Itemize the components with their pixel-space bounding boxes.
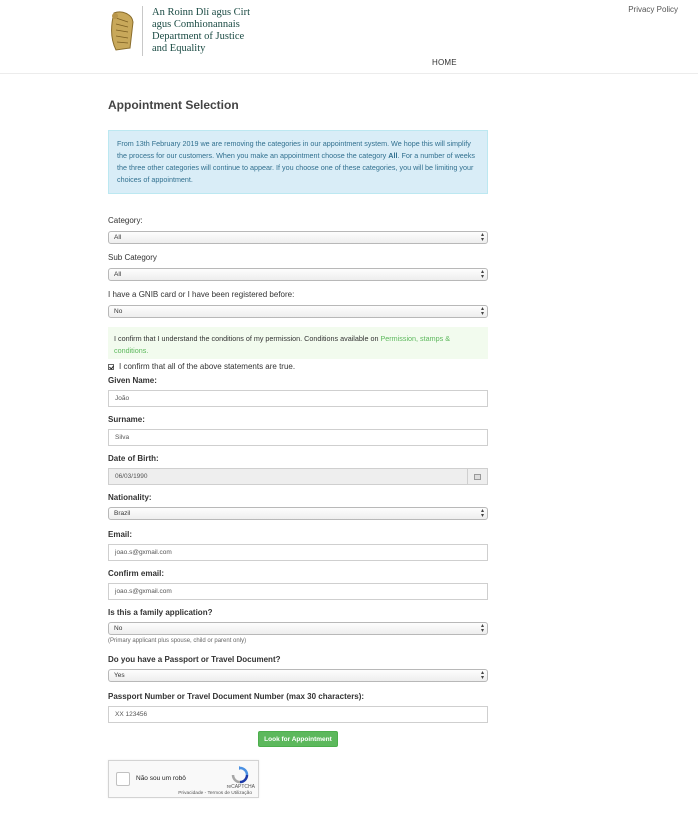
passport-number-input[interactable]: XX 123456 (108, 706, 488, 723)
passport-have-label: Do you have a Passport or Travel Document? (108, 655, 281, 664)
email-label: Email: (108, 530, 133, 539)
passport-have-select[interactable] (108, 669, 488, 682)
given-name-label: Given Name: (108, 376, 157, 385)
gnib-label: I have a GNIB card or I have been registered before: (108, 290, 295, 299)
info-text-bold: All (388, 151, 398, 160)
family-helper-text: (Primary applicant plus spouse, child or parent only) (108, 638, 247, 644)
page-title: Appointment Selection (108, 98, 239, 112)
sub-category-select[interactable] (108, 268, 488, 281)
conditions-link[interactable]: Permission, stamps & conditions. (114, 334, 450, 355)
confirm-email-input[interactable]: joao.s@gxmail.com (108, 583, 488, 600)
updown-arrows-icon: ▴ ▾ (480, 269, 484, 280)
recaptcha-icon (231, 766, 249, 784)
recaptcha-label: Não sou um robô (136, 775, 186, 782)
sub-category-label: Sub Category (108, 253, 157, 262)
category-value: All (114, 234, 122, 241)
look-for-appointment-button[interactable]: Look for Appointment (258, 731, 338, 747)
harp-icon (108, 10, 136, 52)
dob-input[interactable] (108, 468, 488, 485)
category-label: Category: (108, 216, 143, 225)
conditions-notice (108, 327, 488, 359)
confirm-statements-label: I confirm that all of the above statements are true. (119, 362, 296, 371)
updown-arrows-icon: ▴ ▾ (480, 623, 484, 634)
family-select[interactable] (108, 622, 488, 635)
recaptcha-widget (108, 760, 259, 798)
confirm-statements-row[interactable] (108, 362, 295, 371)
department-name (152, 7, 250, 55)
recaptcha-brand: reCAPTCHA (226, 784, 255, 790)
confirm-email-label: Confirm email: (108, 569, 165, 578)
nationality-select[interactable] (108, 507, 488, 520)
privacy-policy-link[interactable]: Privacy Policy (628, 5, 678, 14)
recaptcha-checkbox[interactable] (116, 772, 130, 786)
header-divider (142, 6, 143, 56)
gnib-value: No (114, 308, 123, 315)
family-label: Is this a family application? (108, 608, 213, 617)
info-text-part2: . For a number of weeks the three other categories will continue to appear. If you choose one of these categories, you will be limiting your choices of appointment. (117, 151, 475, 184)
nationality-value: Brazil (114, 510, 131, 517)
updown-arrows-icon: ▴ ▾ (480, 670, 484, 681)
passport-number-label: Passport Number or Travel Document Number (max 30 characters): (108, 692, 365, 701)
updown-arrows-icon: ▴ ▾ (480, 232, 484, 243)
department-name-line: Department of Justice (152, 31, 245, 42)
sub-category-value: All (114, 271, 122, 278)
department-header (108, 6, 438, 56)
email-input[interactable]: joao.s@gxmail.com (108, 544, 488, 561)
given-name-input[interactable]: João (108, 390, 488, 407)
recaptcha-links[interactable]: Privacidade - Termos de Utilização (178, 791, 252, 796)
surname-label: Surname: (108, 415, 145, 424)
gnib-select[interactable] (108, 305, 488, 318)
conditions-text: I confirm that I understand the conditions of my permission. Conditions available on (114, 334, 381, 343)
nationality-label: Nationality: (108, 493, 152, 502)
updown-arrows-icon: ▴ ▾ (480, 306, 484, 317)
department-name-line: agus Comhionannais (152, 19, 240, 30)
family-value: No (114, 625, 123, 632)
info-text-part1: From 13th February 2019 we are removing the categories in our appointment system. We hope this will simplify the process for our customers. When you make an appointment choose the category (117, 139, 471, 160)
nav-divider (0, 73, 698, 74)
department-name-line: An Roinn Dlí agus Cirt (152, 7, 251, 18)
department-name-line: and Equality (152, 43, 206, 54)
info-alert (108, 130, 488, 194)
nav-home-link[interactable]: HOME (432, 58, 457, 67)
dob-label: Date of Birth: (108, 454, 159, 463)
category-select[interactable] (108, 231, 488, 244)
passport-have-value: Yes (114, 672, 125, 679)
calendar-icon[interactable] (467, 469, 487, 484)
confirm-statements-checkbox[interactable] (108, 364, 114, 370)
surname-input[interactable]: Silva (108, 429, 488, 446)
updown-arrows-icon: ▴ ▾ (480, 508, 484, 519)
dob-value: 06/03/1990 (115, 473, 148, 480)
